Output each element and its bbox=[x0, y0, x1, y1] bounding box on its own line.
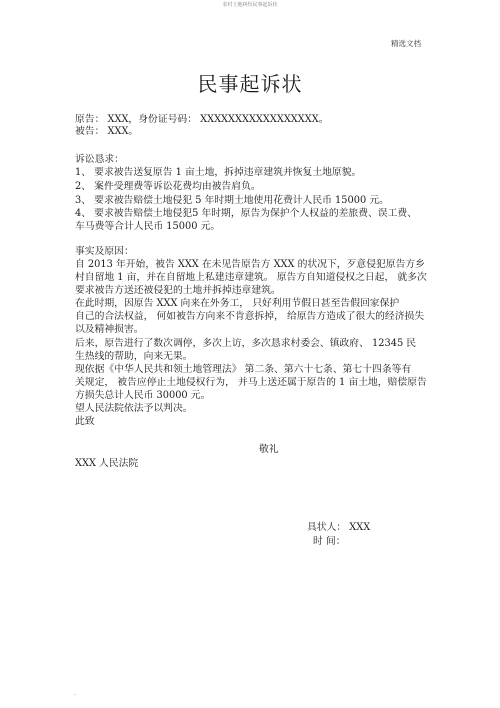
facts-line: 村自留地 1 亩，并在自留地上私建违章建筑。 原告方自知道侵权之日起， 就多次 bbox=[75, 272, 427, 283]
claim-item: 2、 案件受理费等诉讼花费均由被告肩负。 bbox=[75, 181, 261, 192]
facts-line: 方损失总计人民币 30000 元。 bbox=[75, 390, 211, 401]
facts-line: 自 2013 年开始，被告 XXX 在未见告原告方 XXX 的状况下，歹意侵犯原告方乡 bbox=[75, 259, 425, 270]
facts-line: 生热线的帮助，向来无果。 bbox=[75, 351, 193, 362]
defendant-line: 被告： XXX。 bbox=[75, 126, 139, 137]
date-line: 时 间： bbox=[313, 536, 346, 547]
facts-line: 望人民法院依法予以判决。 bbox=[75, 403, 193, 414]
court-name: XXX 人民法院 bbox=[75, 458, 139, 469]
running-header-tag: 精选文档 bbox=[391, 39, 421, 48]
claims-heading: 诉讼恳求： bbox=[75, 154, 124, 165]
facts-line: 现依据《中华人民共和领土地管理法》 第二条、第六十七条、第七十四条等有 bbox=[75, 364, 412, 375]
facts-line: 关规定， 被告应停止土地侵权行为， 并马上送还属于原告的 1 亩土地，赔偿原告 bbox=[75, 377, 427, 388]
claim-item: 4、 要求被告赔偿土地侵犯5 年时期，原告为保护个人权益的差旅费、误工费、 bbox=[75, 208, 417, 219]
facts-line: 自己的合法权益， 何如被告方向来不肯意拆掉， 给原告方造成了很大的经济损失 bbox=[75, 311, 425, 322]
footer-mark: . bbox=[74, 690, 76, 697]
facts-line: 在此时期，因原告 XXX 向来在外务工， 只好利用节假日甚至告假回家保护 bbox=[75, 298, 400, 309]
claim-item: 3、 要求被告赔偿土地侵犯 5 年时期土地使用花费计人民币 15000 元。 bbox=[75, 195, 389, 206]
running-header-title: 农村土地纠纷民事起诉状 bbox=[222, 2, 278, 8]
claim-item-continuation: 车马费等合计人民币 15000 元。 bbox=[75, 221, 221, 232]
plaintiff-line: 原告： XXX，身份证号码： XXXXXXXXXXXXXXXXX。 bbox=[75, 114, 329, 125]
facts-heading: 事实及原因： bbox=[75, 246, 134, 257]
signer-line: 具状人： XXX bbox=[307, 522, 371, 533]
closing-regards: 敬礼 bbox=[259, 444, 279, 455]
facts-line: 以及精神损害。 bbox=[75, 324, 144, 335]
facts-line: 要求被告方送还被侵犯的土地并拆掉违章建筑。 bbox=[75, 285, 281, 296]
document-title: 民事起诉状 bbox=[197, 72, 303, 96]
facts-line: 后来，原告进行了数次调停，多次上访，多次恳求村委会、镇政府、 12345 民 bbox=[75, 338, 417, 349]
closing-ci-zhi: 此致 bbox=[75, 416, 95, 427]
claim-item: 1、 要求被告送复原告 1 亩土地，拆掉违章建筑并恢复土地原貌。 bbox=[75, 167, 362, 178]
